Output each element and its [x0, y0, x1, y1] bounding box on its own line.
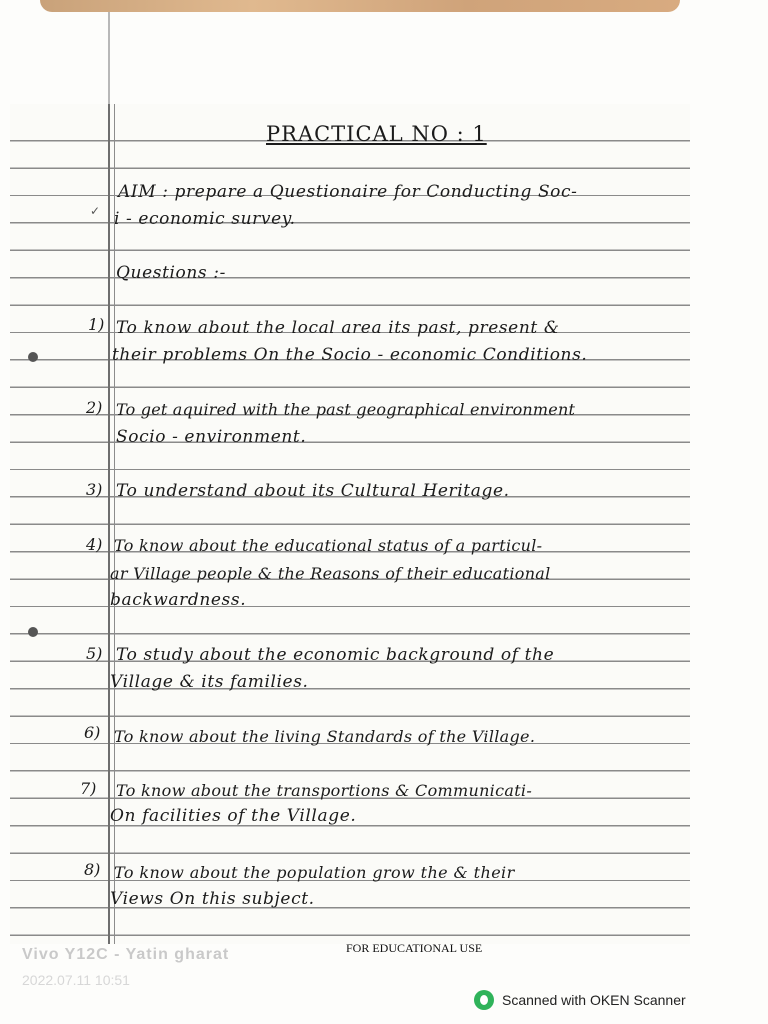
oken-logo-icon [474, 990, 494, 1010]
page-title: PRACTICAL NO : 1 [266, 122, 487, 146]
item-line: To understand about its Cultural Heritage. [116, 481, 510, 501]
camera-watermark-date: 2022.07.11 10:51 [22, 972, 130, 988]
item-number: 5) [86, 644, 103, 663]
item-number: 3) [86, 480, 103, 499]
questions-heading: Questions :- [116, 263, 226, 283]
item-number: 7) [80, 779, 97, 798]
item-number: 8) [84, 860, 101, 879]
item-line: Socio - environment. [116, 427, 307, 447]
item-line: To know about the educational status of a particul- [114, 536, 543, 555]
item-line: To study about the economic background of the [116, 645, 555, 665]
item-line: To know about the population grow the & their [114, 863, 515, 882]
item-line: To know about the transportions & Communicati- [116, 781, 533, 800]
item-number: 6) [84, 723, 101, 742]
item-line: Views On this subject. [110, 889, 315, 909]
item-number: 1) [88, 315, 105, 334]
item-line: their problems On the Socio - economic Conditions. [112, 345, 588, 365]
binder-hole-icon [28, 627, 38, 637]
camera-watermark: Vivo Y12C - Yatin gharat [22, 946, 230, 963]
footer-educational-use: FOR EDUCATIONAL USE [346, 941, 483, 955]
item-line: ar Village people & the Reasons of their educational [110, 564, 551, 583]
scanner-badge [474, 990, 686, 1010]
top-edge-strip [40, 0, 680, 12]
item-line: To get aquired with the past geographical environment [116, 400, 576, 419]
scanner-label: Scanned with OKEN Scanner [502, 992, 686, 1008]
item-number: 4) [86, 535, 103, 554]
binder-hole-icon [28, 352, 38, 362]
aim-line-1: AIM : prepare a Questionaire for Conducting Soc- [118, 182, 578, 202]
aim-line-2: i - economic survey. [114, 209, 296, 229]
item-line: Village & its families. [110, 672, 309, 692]
tick-mark: ✓ [90, 204, 101, 218]
upper-margin-line [108, 12, 110, 112]
item-line: backwardness. [110, 590, 247, 610]
item-line: To know about the local area its past, present & [116, 318, 560, 338]
item-line: On facilities of the Village. [110, 806, 357, 826]
item-number: 2) [86, 398, 103, 417]
item-line: To know about the living Standards of the Village. [114, 727, 536, 746]
